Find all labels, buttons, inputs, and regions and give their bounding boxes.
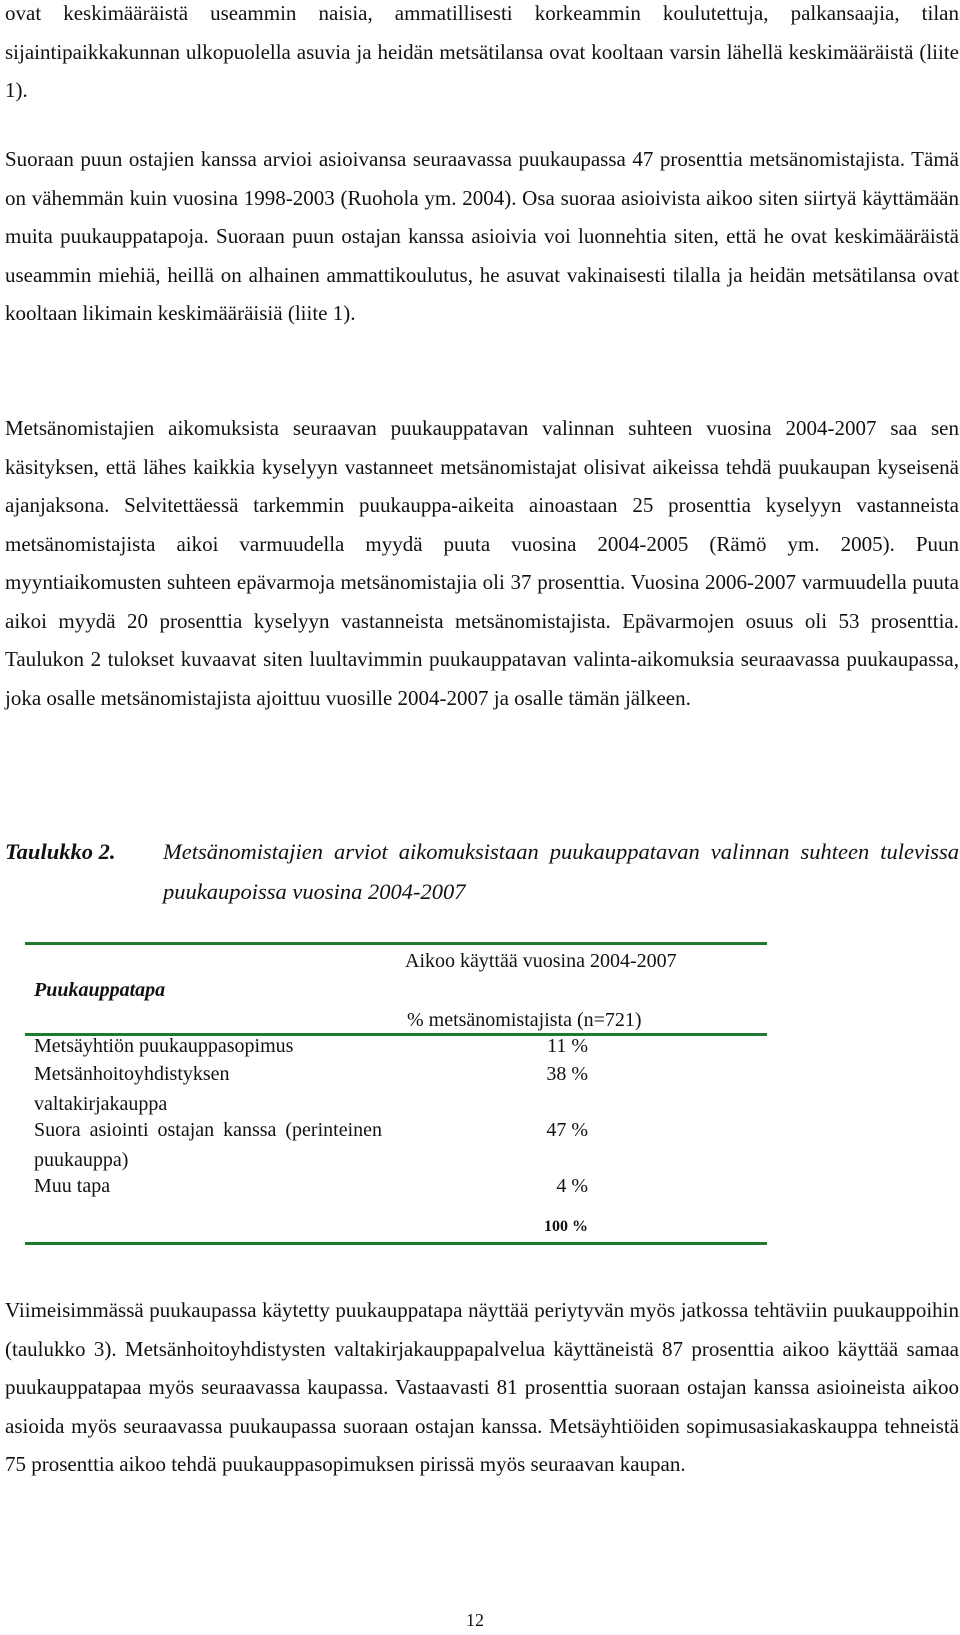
table-row-value: 4 % [556, 1175, 588, 1197]
page-number: 12 [466, 1610, 484, 1630]
table-header-period: Aikoo käyttää vuosina 2004-2007 [405, 950, 677, 972]
table-total: 100 % [544, 1218, 588, 1235]
table-row-value: 38 % [546, 1063, 588, 1085]
paragraph-direct-buyer: Suoraan puun ostajien kanssa arvioi asioivansa seuraavassa puukaupassa 47 prosenttia metsänomistajista. Tämä on vähemmän kuin vuosina 1998-2003 (Ruohola ym. 2004). Osa suoraa asioivista aikoo siten siirtyä käyttämään muita puukauppatapoja. Suoraan puun ostajan kanssa asioivia voi luonnehtia siten, että he ovat keskimääräistä useammin miehiä, heillä on alhainen ammattikoulutus, he asuvat vakinaisesti tilalla ja heidän metsätilansa ovat kooltaan likimain keskimääräisiä (liite 1). [5, 147, 959, 325]
table-bottom-rule [25, 1242, 767, 1245]
table-row-label: Metsäyhtiön puukauppasopimus [34, 1035, 294, 1057]
table-top-rule [25, 942, 767, 945]
paragraph-continuation: ovat keskimääräistä useammin naisia, ammatillisesti korkeammin koulutettuja, palkansaajia, tilan sijaintipaikkakunnan ulkopuolella asuvia ja heidän metsätilansa ovat kooltaan varsin lähellä keskimääräistä (liite 1). [5, 1, 959, 102]
table-row-label: Suora asiointi ostajan kanssa (perinteinen puukauppa) [34, 1119, 382, 1171]
paragraph-previous-sale: Viimeisimmässä puukaupassa käytetty puukauppatapa näyttää periytyvän myös jatkossa tehtäviin puukauppoihin (taulukko 3). Metsänhoitoyhdistysten valtakirjakauppapalvelua käyttäneistä 87 prosenttia aikoo käyttää samaa puukauppatapaa myös seuraavassa kaupassa. Vastaavasti 81 prosenttia suoraan ostajan kanssa asioineista aikoo asioida myös seuraavassa puukaupassa suoraan ostajan kanssa. Metsäyhtiöiden sopimusasiakaskauppa tehneistä 75 prosenttia aikoo tehdä puukauppasopimuksen pirissä myös seuraavan kaupan. [5, 1298, 959, 1476]
table-caption-text: Metsänomistajien arviot aikomuksistaan puukauppatavan valinnan suhteen tulevissa puukaupoissa vuosina 2004-2007 [163, 839, 959, 904]
table-row-label: Metsänhoitoyhdistyksen valtakirjakauppa [34, 1063, 230, 1115]
table-caption-label: Taulukko 2. [5, 839, 116, 864]
table-header-unit: % metsänomistajista (n=721) [407, 1009, 642, 1031]
paragraph-intentions: Metsänomistajien aikomuksista seuraavan puukauppatavan valinnan suhteen vuosina 2004-2007 saa sen käsityksen, että lähes kaikkia kyselyyn vastanneet metsänomistajat olisivat aikeissa tehdä puukaupan kyseisenä ajanjaksona. Selvitettäessä tarkemmin puukauppa-aikeita ainoastaan 25 prosenttia kyselyyn vastanneista metsänomistajista aikoi varmuudella myydä puuta vuosina 2004-2005 (Rämö ym. 2005). Puun myyntiaikomusten suhteen epävarmoja metsänomistajia oli 37 prosenttia. Vuosina 2006-2007 varmuudella puuta aikoi myydä 20 prosenttia kyselyyn vastanneista metsänomistajista. Epävarmojen osuus oli 53 prosenttia. Taulukon 2 tulokset kuvaavat siten luultavimmin puukauppatavan valinta-aikomuksia seuraavassa puukaupassa, joka osalle metsänomistajista ajoittuu vuosille 2004-2007 ja osalle tämän jälkeen. [5, 416, 959, 710]
table-header-method: Puukauppatapa [34, 979, 166, 1001]
table-row-label: Muu tapa [34, 1175, 111, 1197]
table-row-value: 11 % [547, 1035, 588, 1057]
table-row-value: 47 % [546, 1119, 588, 1141]
